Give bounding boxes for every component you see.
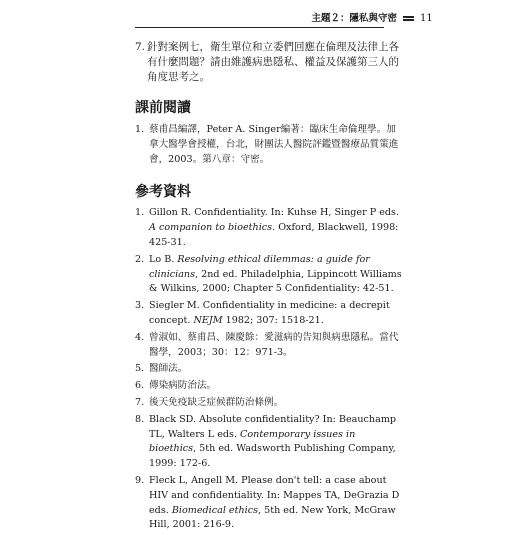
ref-title: A companion to bioethics bbox=[149, 222, 273, 234]
ref-title: Biomedical ethics bbox=[171, 504, 259, 516]
item-number: 7. bbox=[135, 396, 145, 408]
reference-item bbox=[135, 379, 405, 394]
ref-text: Fleck L, Angell M. Please don't tell: a case about HIV and confidentiality. In: Mappes TA, DeGrazia D eds. bbox=[149, 474, 400, 516]
ref-text: 後天免疫缺乏症候群防治條例。 bbox=[149, 396, 284, 408]
ref-title: NEJM bbox=[193, 314, 223, 326]
item-number: 8. bbox=[135, 413, 145, 425]
question-item bbox=[135, 40, 405, 85]
ref-text: 1982; 307: 1518-21. bbox=[222, 314, 324, 326]
header-title: 主題２：隱私與守密 bbox=[311, 13, 397, 24]
ref-title: Resolving ethical dilemmas: a guide for clinicians bbox=[149, 253, 370, 280]
list-item bbox=[135, 123, 405, 167]
ref-text: , 5th ed. Wadsworth Publishing Company, 1999: 172-6. bbox=[149, 443, 396, 470]
question-text: 針對案例七，衛生單位和立委們回應在倫理及法律上各有什麼問題？請由維護病患隱私、權益及保護第三人的角度思考之。 bbox=[147, 41, 399, 83]
item-number: 3. bbox=[135, 300, 145, 312]
reference-item bbox=[135, 206, 405, 250]
reference-item bbox=[135, 474, 405, 533]
references-heading: 參考資料 bbox=[135, 184, 191, 201]
ref-text: Black SD. Absolute confidentiality? In: Beauchamp TL, Walters L eds. bbox=[149, 413, 397, 440]
reference-item bbox=[135, 362, 405, 377]
item-number: 1. bbox=[135, 124, 145, 135]
pre-reading-heading: 課前閱讀 bbox=[135, 100, 191, 116]
reference-item bbox=[135, 396, 405, 411]
reference-item bbox=[135, 299, 405, 329]
item-number: 6. bbox=[135, 380, 145, 392]
item-number: 5. bbox=[135, 363, 145, 375]
reference-item bbox=[135, 253, 405, 297]
running-header bbox=[0, 11, 520, 29]
page-number: 11 bbox=[420, 13, 433, 24]
reference-list bbox=[135, 206, 405, 533]
header-rule bbox=[135, 27, 384, 28]
item-text: 蔡甫昌編譯，Peter A. Singer編著：臨床生命倫理學。加拿大醫學會授權，台北，財團法人醫院評鑑暨醫療品質策進會，2003。第八章：守密。 bbox=[149, 124, 399, 165]
ref-text: , 5th ed. New York, McGraw Hill, 2001: 216-9. bbox=[149, 504, 396, 531]
ref-text: 曾淑如、蔡甫昌、陳慶餘：愛滋病的告知與病患隱私。當代醫學，2003；30：12：971-3。 bbox=[149, 331, 399, 358]
ref-text: . Oxford, Blackwell, 1998: 425-31. bbox=[149, 222, 399, 248]
ref-text: Siegler M. Confidentiality in medicine: a decrepit concept. bbox=[149, 300, 390, 326]
item-number: 4. bbox=[135, 331, 145, 343]
ref-text: 醫師法。 bbox=[149, 363, 188, 375]
reference-item bbox=[135, 413, 405, 472]
ref-text: Gillon R. Confidentiality. In: Kuhse H, Singer P eds. bbox=[149, 207, 400, 219]
header-bars-icon bbox=[403, 16, 414, 23]
ref-text: Lo B. bbox=[149, 253, 178, 265]
question-number: 7. bbox=[135, 41, 146, 53]
reference-item bbox=[135, 331, 405, 361]
item-number: 2. bbox=[135, 253, 145, 265]
pre-reading-list bbox=[135, 123, 405, 167]
page-content bbox=[135, 40, 405, 535]
ref-title: Contemporary issues in bioethics bbox=[149, 428, 356, 455]
ref-text: 傳染病防治法。 bbox=[149, 380, 217, 392]
ref-text: , 2nd ed. Philadelphia, Lippincott Williams & Wilkins, 2000; Chapter 5 Confidentiality: 42-51. bbox=[149, 268, 402, 295]
item-number: 9. bbox=[135, 474, 145, 486]
item-number: 1. bbox=[135, 207, 145, 219]
